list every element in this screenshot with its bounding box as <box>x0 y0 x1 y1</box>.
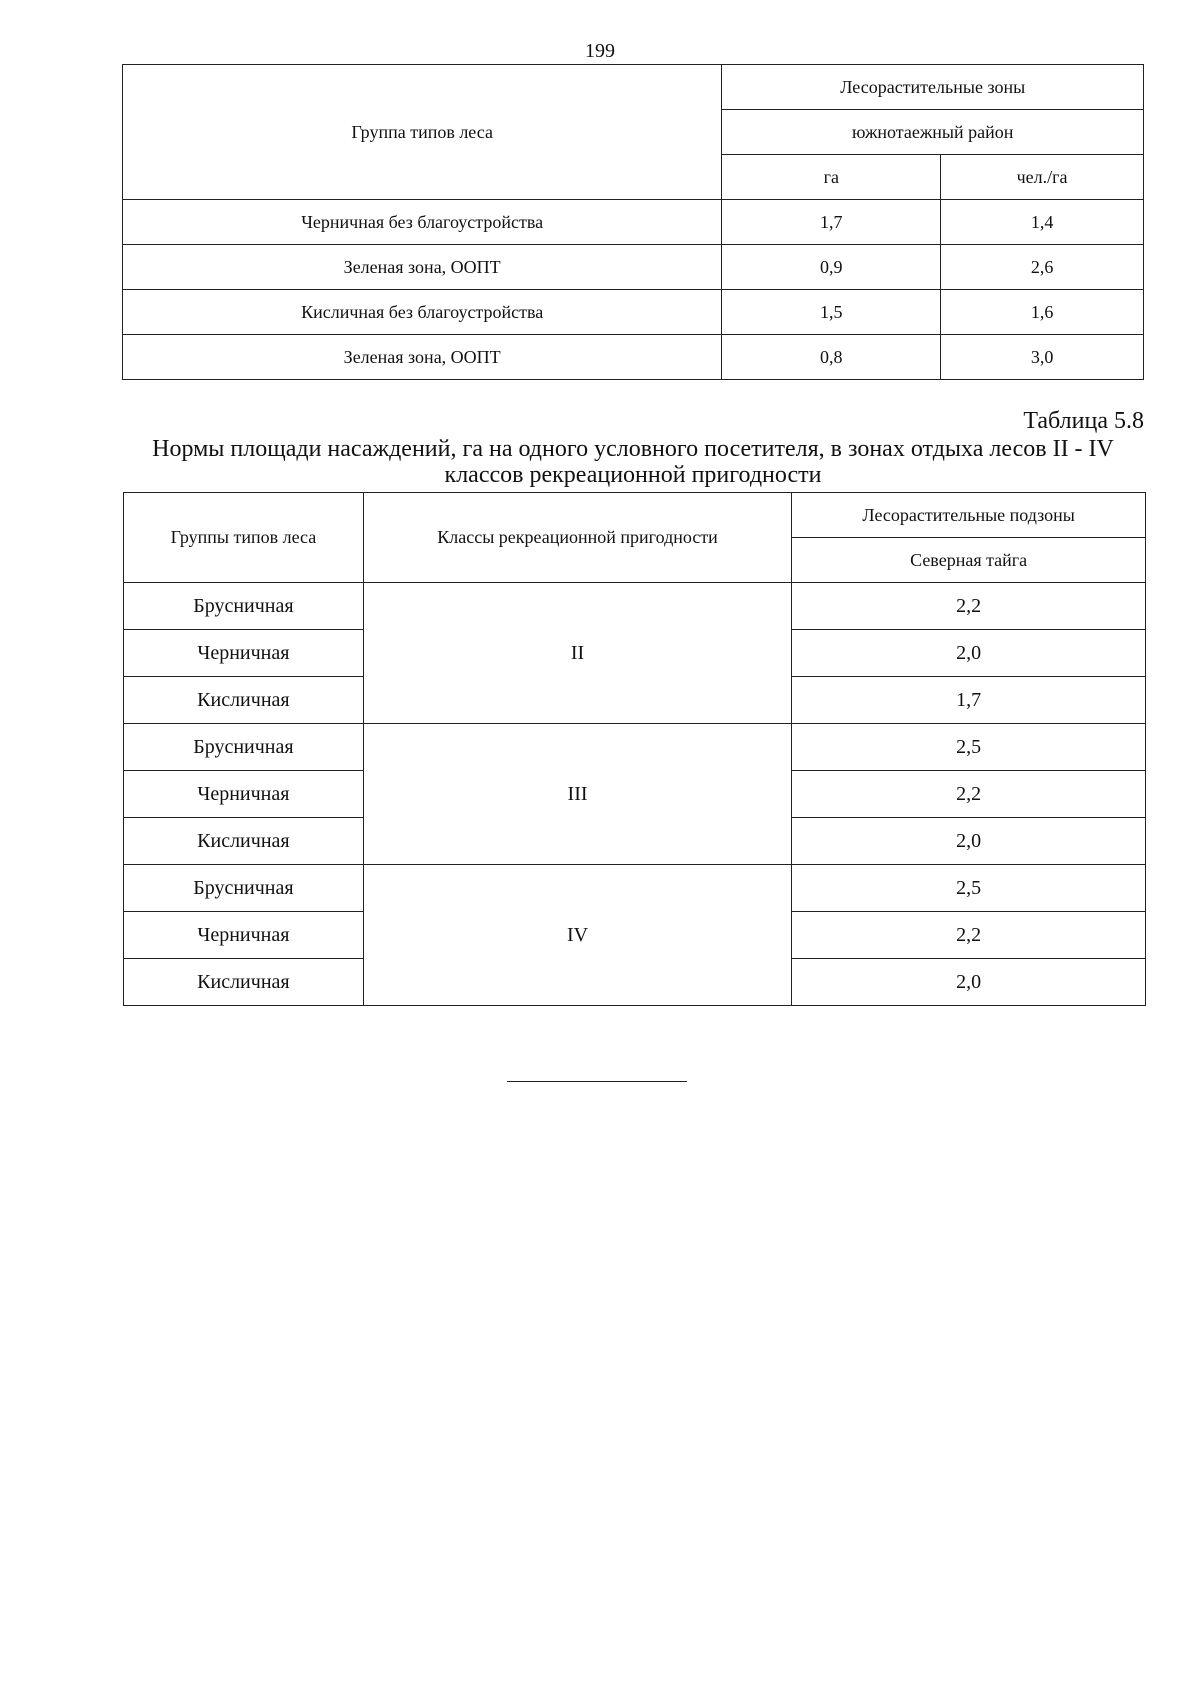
recreation-class: III <box>363 724 792 865</box>
recreation-class: II <box>363 583 792 724</box>
row-name: Кисличная без благоустройства <box>123 290 722 335</box>
recreation-class: IV <box>363 865 792 1006</box>
row-per-ha: 2,6 <box>941 245 1144 290</box>
table-row <box>123 335 1144 380</box>
table-row <box>123 290 1144 335</box>
forest-type: Кисличная <box>124 818 364 865</box>
row-ha: 1,5 <box>722 290 941 335</box>
norm-value: 2,0 <box>792 959 1146 1006</box>
row-per-ha: 3,0 <box>941 335 1144 380</box>
header-forest-group: Группа типов леса <box>123 65 722 200</box>
forest-type: Кисличная <box>124 677 364 724</box>
norm-value: 2,0 <box>792 630 1146 677</box>
table-row <box>123 200 1144 245</box>
planting-norms-table <box>123 492 1146 1006</box>
header-subzones: Лесорастительные подзоны <box>792 493 1146 538</box>
table-row <box>124 583 1146 630</box>
forest-type: Черничная <box>124 912 364 959</box>
forest-type: Брусничная <box>124 724 364 771</box>
norm-value: 1,7 <box>792 677 1146 724</box>
header-ha: га <box>722 155 941 200</box>
forest-type: Брусничная <box>124 865 364 912</box>
norm-value: 2,5 <box>792 865 1146 912</box>
norm-value: 2,0 <box>792 818 1146 865</box>
row-name: Черничная без благоустройства <box>123 200 722 245</box>
forest-type: Кисличная <box>124 959 364 1006</box>
page-number: 199 <box>585 40 615 62</box>
row-name: Зеленая зона, ООПТ <box>123 335 722 380</box>
row-ha: 1,7 <box>722 200 941 245</box>
norm-value: 2,2 <box>792 912 1146 959</box>
row-ha: 0,9 <box>722 245 941 290</box>
forest-type-table <box>122 64 1144 380</box>
header-region: южнотаежный район <box>722 110 1144 155</box>
forest-type: Брусничная <box>124 583 364 630</box>
table-row <box>124 865 1146 912</box>
row-per-ha: 1,4 <box>941 200 1144 245</box>
table-title <box>122 436 1144 488</box>
row-per-ha: 1,6 <box>941 290 1144 335</box>
row-ha: 0,8 <box>722 335 941 380</box>
row-name: Зеленая зона, ООПТ <box>123 245 722 290</box>
table-title-line-2: классов рекреационной пригодности <box>444 462 822 488</box>
header-per-ha: чел./га <box>941 155 1144 200</box>
table-row <box>123 245 1144 290</box>
header-northern-taiga: Северная тайга <box>792 538 1146 583</box>
forest-type: Черничная <box>124 771 364 818</box>
norm-value: 2,2 <box>792 583 1146 630</box>
table-row <box>124 724 1146 771</box>
table-label: Таблица 5.8 <box>1023 408 1144 434</box>
table-title-line-1: Нормы площади насаждений, га на одного условного посетителя, в зонах отдыха лесов II - IV <box>152 436 1114 462</box>
header-forest-zones: Лесорастительные зоны <box>722 65 1144 110</box>
footnote-separator <box>507 1081 687 1082</box>
forest-type: Черничная <box>124 630 364 677</box>
header-forest-groups: Группы типов леса <box>124 493 364 583</box>
header-recreation-classes: Классы рекреационной пригодности <box>363 493 792 583</box>
norm-value: 2,5 <box>792 724 1146 771</box>
norm-value: 2,2 <box>792 771 1146 818</box>
